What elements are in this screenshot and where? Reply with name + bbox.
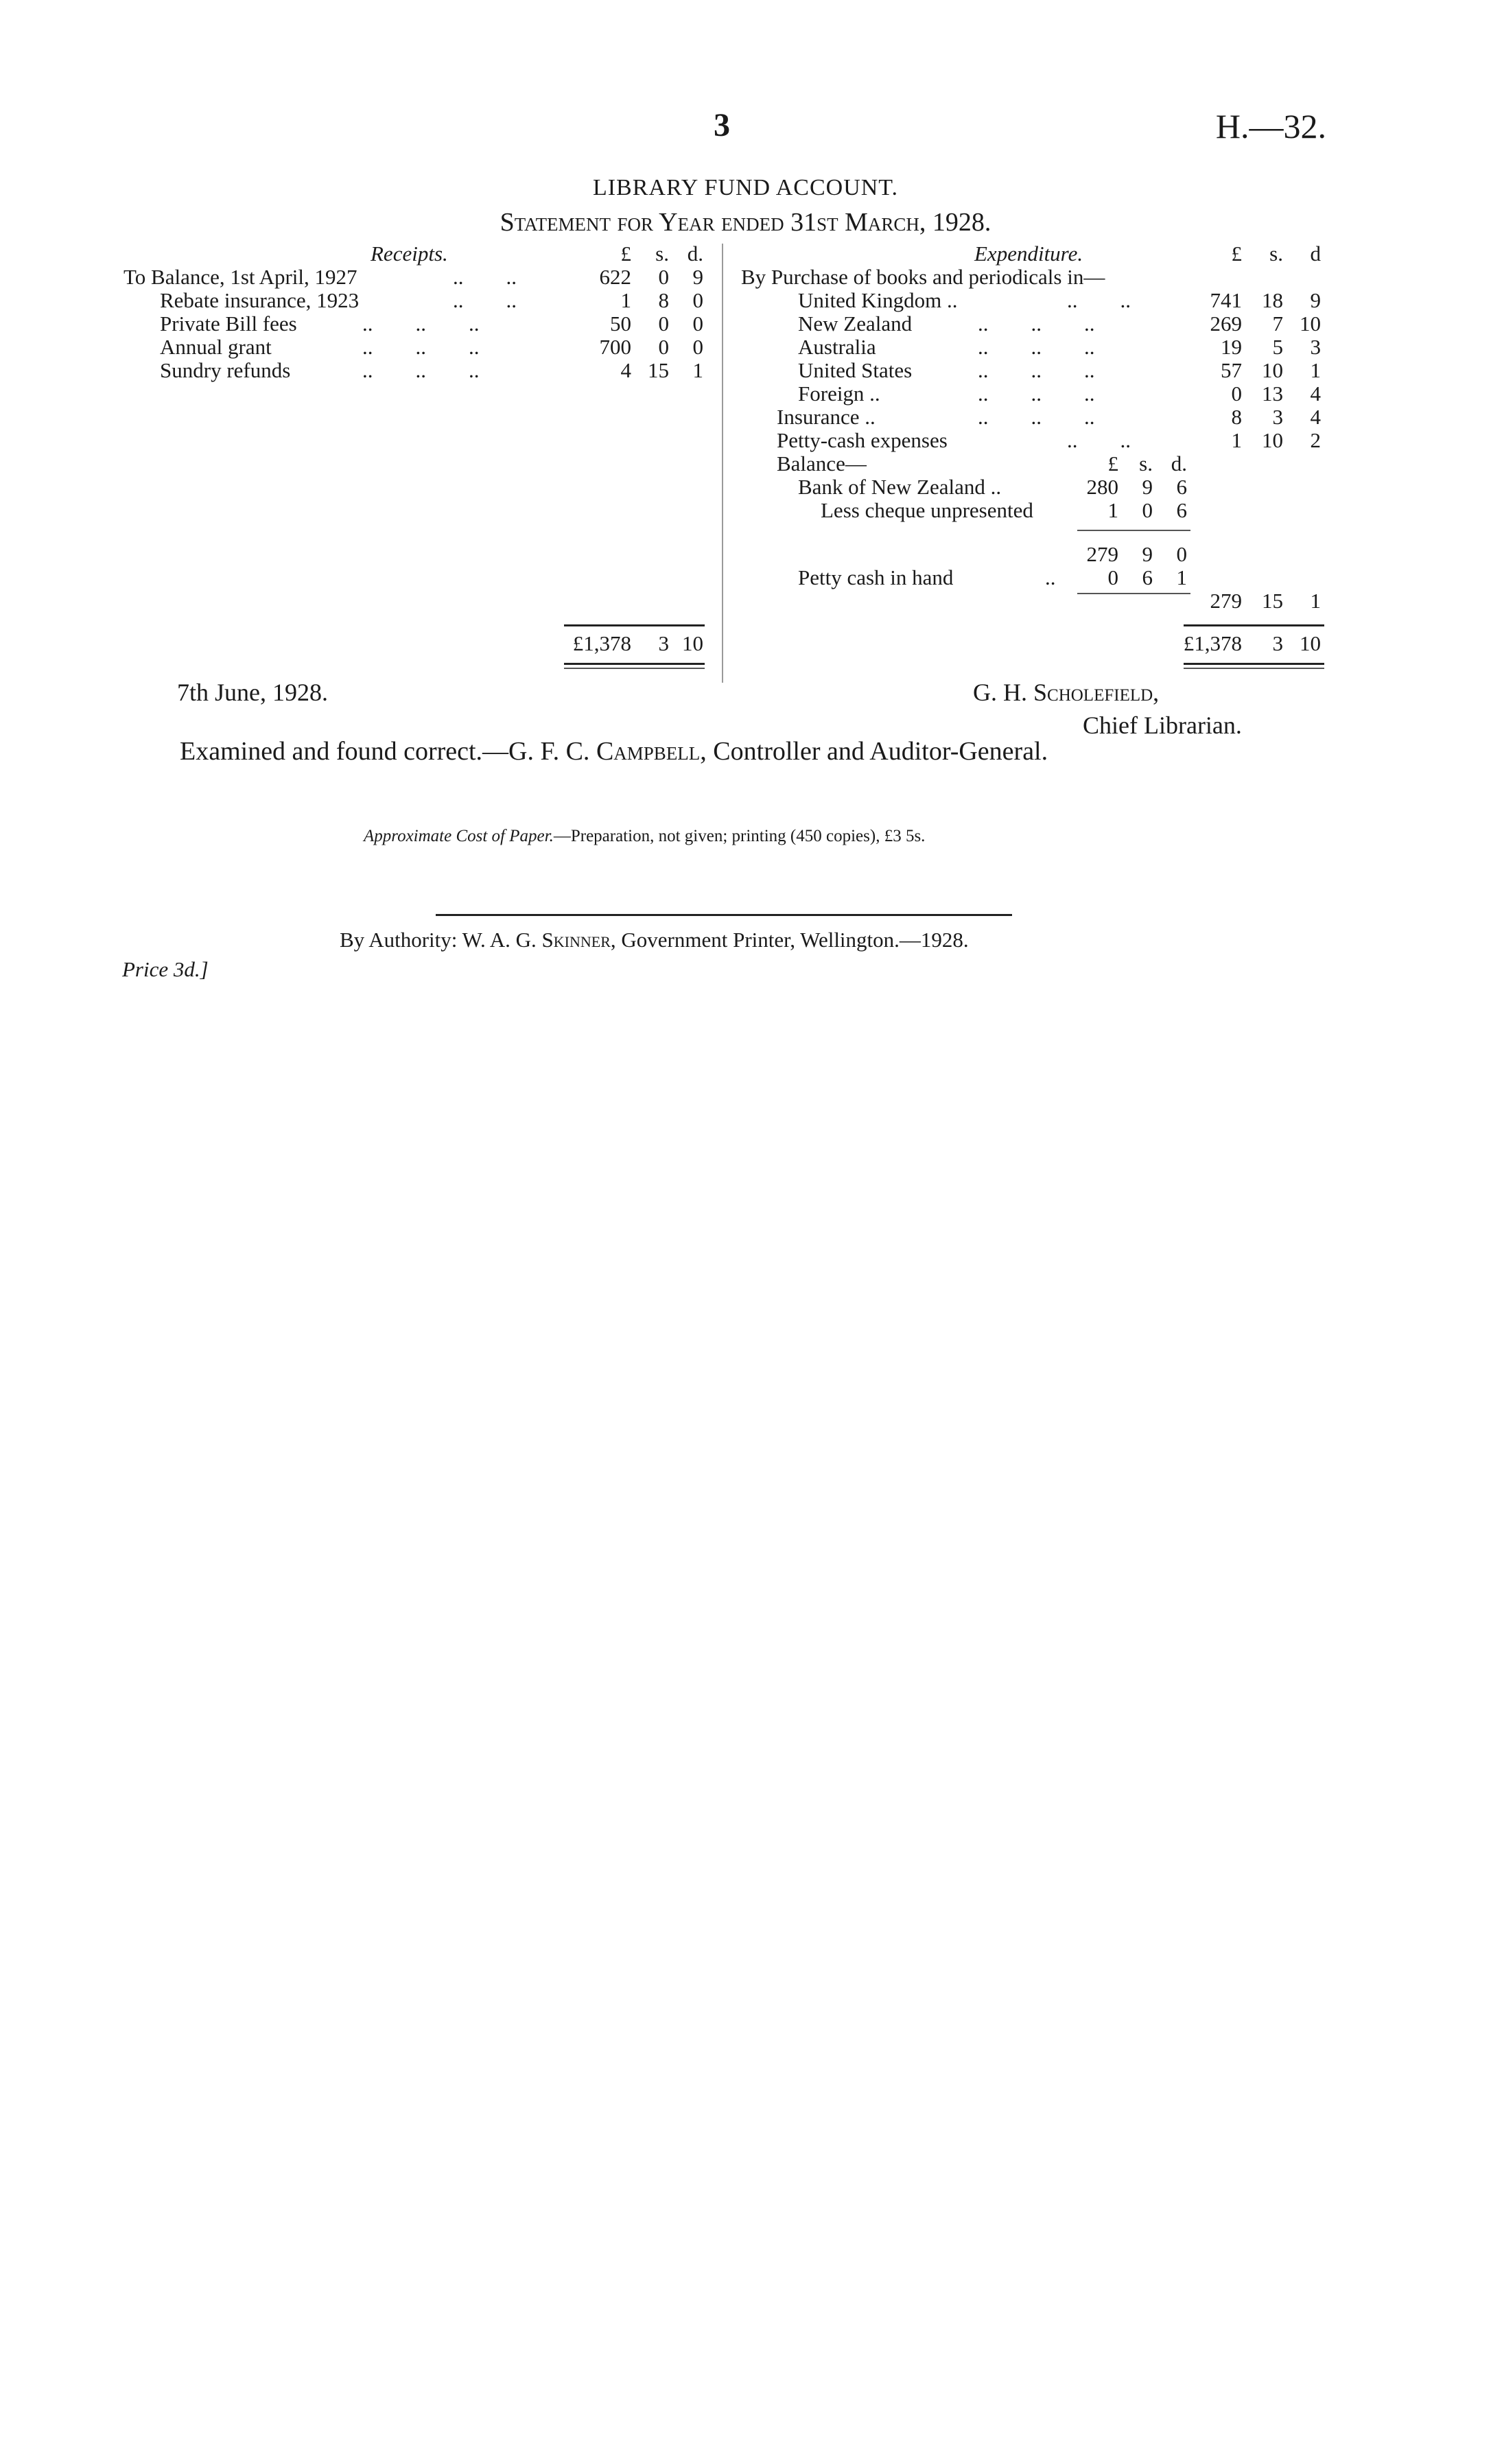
receipt-pence: 0 xyxy=(692,288,703,312)
signatory-title: Chief Librarian. xyxy=(1083,712,1242,739)
audit-prefix: Examined and found correct.—G. F. C. xyxy=(180,737,590,766)
balance-subtotal-rule xyxy=(1077,530,1190,531)
receipts-double-rule xyxy=(564,663,705,665)
receipt-label: Rebate insurance, 1923 xyxy=(160,288,360,312)
receipt-pence: 0 xyxy=(692,335,703,359)
balance-shillings-header: s. xyxy=(1139,451,1153,476)
expenditure-pounds: 57 xyxy=(1221,358,1242,382)
expenditure-pounds: 0 xyxy=(1231,382,1242,406)
receipt-shillings: 0 xyxy=(658,265,669,289)
petty-cash-hand-label: Petty cash in hand xyxy=(798,565,954,589)
net-balance-pounds: 279 xyxy=(1086,542,1118,566)
receipt-shillings: 0 xyxy=(658,312,669,336)
expenditure-label: New Zealand xyxy=(798,312,913,336)
receipt-pounds: 700 xyxy=(599,335,631,359)
insurance-shillings: 3 xyxy=(1272,405,1283,429)
petty-cash-hand-shillings: 6 xyxy=(1142,565,1153,589)
dot-leaders: .. .. .. xyxy=(978,358,1095,382)
expenditure-pence: 9 xyxy=(1310,288,1321,312)
expenditure-shillings-header: s. xyxy=(1269,242,1283,266)
receipts-total-pence: 10 xyxy=(682,631,703,655)
imprint-suffix: Government Printer, Wellington.—1928. xyxy=(621,928,969,952)
dot-leaders: .. .. xyxy=(453,288,517,312)
expenditure-pence: 1 xyxy=(1310,358,1321,382)
expenditure-shillings: 13 xyxy=(1262,382,1283,406)
expenditure-heading: Expenditure. xyxy=(974,242,1083,266)
dot-leaders: .. .. xyxy=(453,265,517,289)
expenditure-shillings: 10 xyxy=(1262,358,1283,382)
bank-label: Bank of New Zealand .. xyxy=(798,475,1002,499)
balance-total-shillings: 15 xyxy=(1262,589,1283,613)
less-cheque-pence: 6 xyxy=(1176,498,1187,522)
expenditure-total-pence: 10 xyxy=(1300,631,1321,655)
document-code: H.—32. xyxy=(1215,107,1326,145)
receipt-shillings: 8 xyxy=(658,288,669,312)
auditor-surname: Campbell, xyxy=(596,737,707,766)
bank-shillings: 9 xyxy=(1142,475,1153,499)
less-cheque-pounds: 1 xyxy=(1107,498,1118,522)
expenditure-pounds-header: £ xyxy=(1231,242,1242,266)
petty-cash-hand-pence: 1 xyxy=(1176,565,1187,589)
receipts-heading: Receipts. xyxy=(371,242,448,266)
less-cheque-shillings: 0 xyxy=(1142,498,1153,522)
balance-total-pounds: 279 xyxy=(1210,589,1242,613)
expenditure-pounds: 741 xyxy=(1210,288,1242,312)
petty-cash-pence: 2 xyxy=(1310,428,1321,452)
authority-rule xyxy=(436,914,1012,916)
insurance-pence: 4 xyxy=(1310,405,1321,429)
balance-rule xyxy=(1077,593,1190,594)
receipt-pence: 1 xyxy=(692,358,703,382)
printer-surname: Skinner, xyxy=(541,928,616,952)
insurance-label: Insurance .. xyxy=(777,405,876,429)
receipt-label: To Balance, 1st April, 1927 xyxy=(124,265,357,289)
receipts-pounds-header: £ xyxy=(620,242,631,266)
balance-total-pence: 1 xyxy=(1310,589,1321,613)
dot-leaders: .. .. xyxy=(1067,428,1131,452)
receipt-pounds: 622 xyxy=(599,265,631,289)
audit-certification xyxy=(180,736,1048,766)
receipts-shillings-header: s. xyxy=(655,242,669,266)
expenditure-shillings: 7 xyxy=(1272,312,1283,336)
expenditure-pence-header: d xyxy=(1310,242,1321,266)
balance-pence-header: d. xyxy=(1171,451,1187,476)
receipts-pence-header: d. xyxy=(687,242,703,266)
paper-cost-text: —Preparation, not given; printing (450 copies), £3 5s. xyxy=(553,827,926,845)
expenditure-pence: 3 xyxy=(1310,335,1321,359)
expenditure-pounds: 19 xyxy=(1221,335,1242,359)
page-number: 3 xyxy=(714,107,730,143)
net-balance-pence: 0 xyxy=(1176,542,1187,566)
dot-leaders: .. .. .. xyxy=(362,335,480,359)
dot-leaders: .. .. .. xyxy=(978,312,1095,336)
account-title: LIBRARY FUND ACCOUNT. xyxy=(592,175,899,200)
expenditure-double-rule xyxy=(1184,668,1324,669)
expenditure-label: United States xyxy=(798,358,913,382)
imprint-prefix: By Authority: W. A. G. xyxy=(340,928,537,952)
printer-imprint xyxy=(340,928,969,952)
receipt-pence: 9 xyxy=(692,265,703,289)
receipt-pounds: 1 xyxy=(620,288,631,312)
dot-leaders: .. .. .. xyxy=(978,335,1095,359)
petty-cash-pounds: 1 xyxy=(1231,428,1242,452)
statement-subtitle: Statement for Year ended 31st March, 1928. xyxy=(500,208,991,237)
audit-suffix: Controller and Auditor-General. xyxy=(713,737,1048,766)
receipt-shillings: 0 xyxy=(658,335,669,359)
expenditure-shillings: 5 xyxy=(1272,335,1283,359)
receipt-pounds: 4 xyxy=(620,358,631,382)
balance-pounds-header: £ xyxy=(1107,451,1118,476)
receipt-label: Private Bill fees xyxy=(160,312,297,336)
dot-leaders: .. .. .. xyxy=(362,358,480,382)
statement-date: 7th June, 1928. xyxy=(177,679,328,706)
receipt-label: Annual grant xyxy=(160,335,272,359)
receipt-shillings: 15 xyxy=(648,358,669,382)
receipt-pounds: 50 xyxy=(610,312,631,336)
expenditure-shillings: 18 xyxy=(1262,288,1283,312)
expenditure-intro: By Purchase of books and periodicals in— xyxy=(741,265,1105,289)
dot-leaders: .. .. .. xyxy=(978,405,1095,429)
insurance-pounds: 8 xyxy=(1231,405,1242,429)
petty-cash-shillings: 10 xyxy=(1262,428,1283,452)
expenditure-pence: 4 xyxy=(1310,382,1321,406)
receipts-total-pounds: £1,378 xyxy=(572,631,631,655)
bank-pence: 6 xyxy=(1176,475,1187,499)
dot-leaders: .. .. .. xyxy=(978,382,1095,406)
signatory-initials: G. H. xyxy=(973,679,1027,706)
receipts-total-shillings: 3 xyxy=(658,631,669,655)
expenditure-pence: 10 xyxy=(1300,312,1321,336)
balance-label: Balance— xyxy=(777,451,867,476)
dot-leaders: .. .. xyxy=(1067,288,1131,312)
expenditure-total-rule xyxy=(1184,624,1324,626)
expenditure-label: Foreign .. xyxy=(798,382,880,406)
signatory-surname: Scholefield, xyxy=(1033,679,1160,706)
price: Price 3d.] xyxy=(122,957,209,981)
expenditure-label: Australia xyxy=(798,335,876,359)
expenditure-total-pounds: £1,378 xyxy=(1183,631,1242,655)
dot-leaders: .. xyxy=(1045,565,1056,589)
expenditure-label: United Kingdom .. xyxy=(798,288,958,312)
receipt-pence: 0 xyxy=(692,312,703,336)
signatory xyxy=(973,678,1159,707)
paper-cost-note xyxy=(364,827,925,846)
receipt-label: Sundry refunds xyxy=(160,358,291,382)
expenditure-pounds: 269 xyxy=(1210,312,1242,336)
receipts-double-rule xyxy=(564,668,705,669)
petty-cash-label: Petty-cash expenses xyxy=(777,428,948,452)
dot-leaders: .. .. .. xyxy=(362,312,480,336)
bank-pounds: 280 xyxy=(1086,475,1118,499)
petty-cash-hand-pounds: 0 xyxy=(1107,565,1118,589)
column-divider xyxy=(722,244,723,683)
expenditure-total-shillings: 3 xyxy=(1272,631,1283,655)
receipts-total-rule xyxy=(564,624,705,626)
paper-cost-label: Approximate Cost of Paper. xyxy=(364,827,554,845)
net-balance-shillings: 9 xyxy=(1142,542,1153,566)
less-cheque-label: Less cheque unpresented xyxy=(821,498,1033,522)
expenditure-double-rule xyxy=(1184,663,1324,665)
